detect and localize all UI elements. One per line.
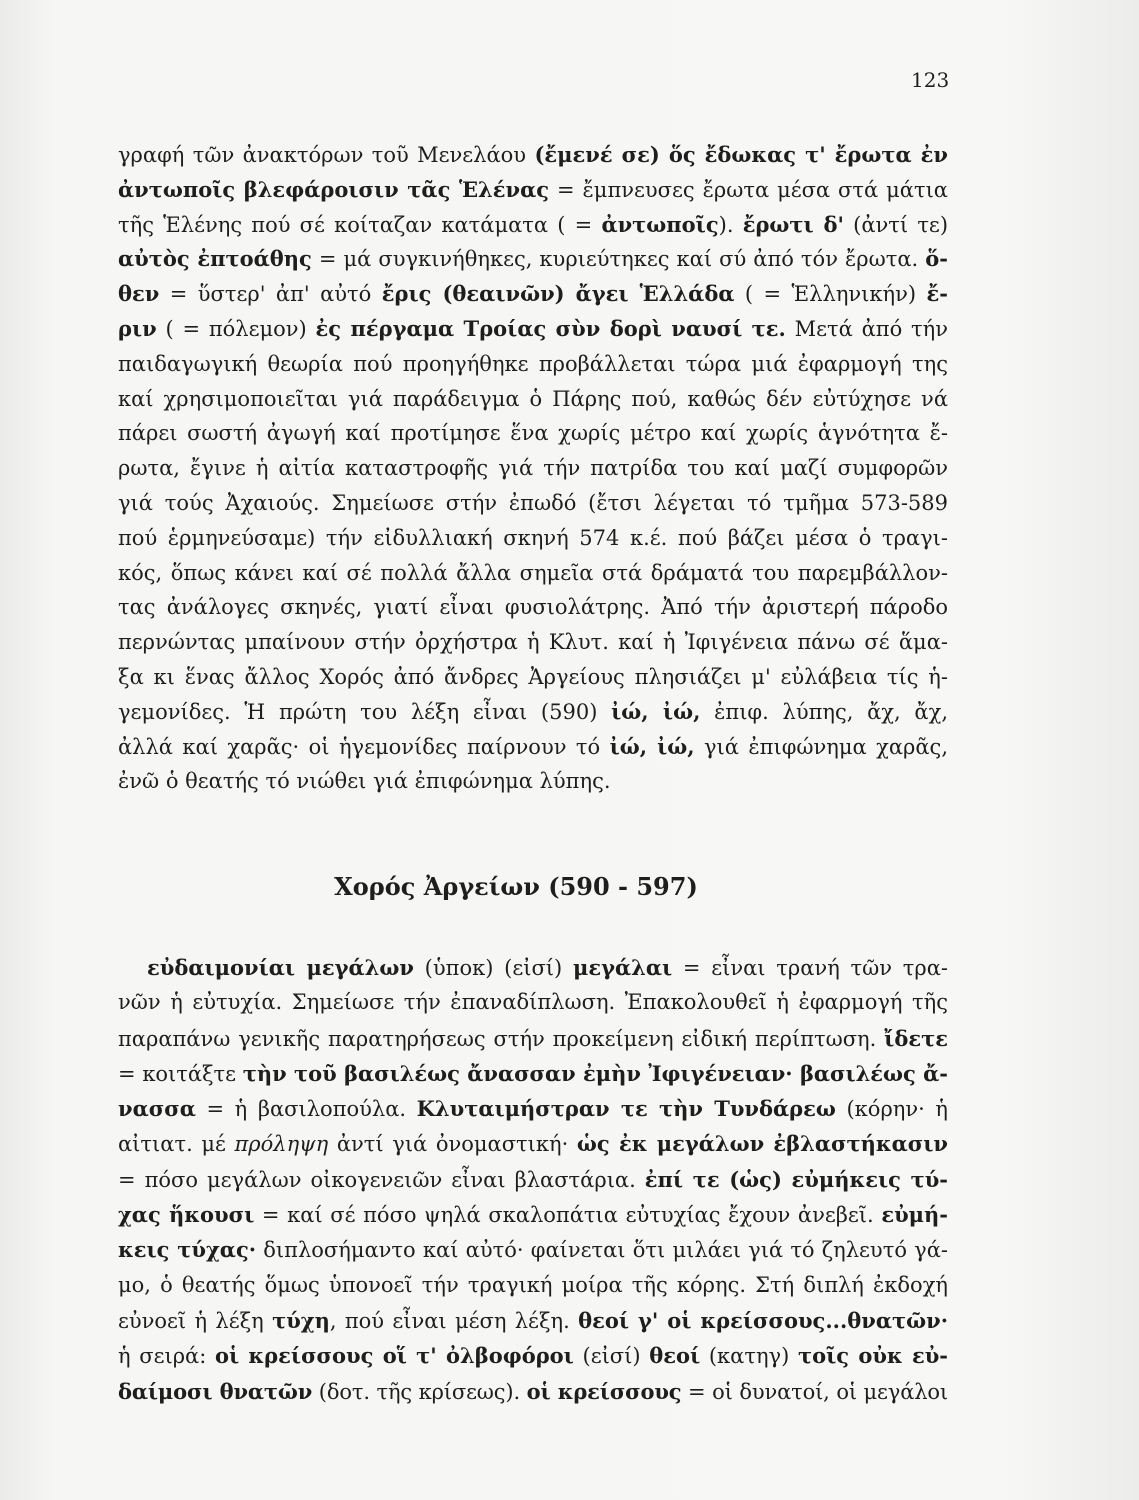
bold-term: ἔρωτι δ' <box>742 211 844 237</box>
text-run: (κατηγ) <box>700 1344 798 1369</box>
line-text <box>118 387 948 411</box>
text-line <box>118 950 948 985</box>
text-run: καί χρησιμοποιεῖται γιά παράδειγμα ὁ Πάρης πού, καθώς δέν εὐτύχησε νά <box>118 386 948 411</box>
paragraph-1 <box>118 138 948 799</box>
bold-term: εὐδαιμονίαι μεγάλων <box>147 955 414 980</box>
line-text <box>118 665 948 689</box>
bold-term: ἴδετε <box>884 1025 948 1051</box>
bold-term: ἔρις (θεαινῶν) ἄγει Ἑλλάδα <box>381 281 735 307</box>
bold-term: τὴν τοῦ βασιλέως ἄνασσαν ἐμὴν Ἰφιγένειαν· βασιλέως ἄ- <box>242 1060 948 1086</box>
text-run: κός, ὅπως κάνει καί σέ πολλά ἄλλα σημεῖα στά δράματά του παρεμβάλλον- <box>118 560 948 585</box>
line-text <box>118 1309 948 1333</box>
text-run: διπλοσήμαντο καί αὐτό· φαίνεται ὅτι μιλάει γιά τό ζηλευτό γά- <box>256 1238 948 1263</box>
text-line <box>118 660 948 695</box>
text-line <box>118 730 948 765</box>
text-line <box>118 1126 948 1161</box>
text-run: περνώντας μπαίνουν στήν ὀρχήστρα ἡ Κλυτ. καί ἡ Ἰφιγένεια πάνω σέ ἅμα- <box>118 630 948 655</box>
text-run: τας ἀνάλογες σκηνές, γιατί εἶναι φυσιολάτρης. Ἀπό τήν ἀριστερή πάροδο <box>118 595 948 620</box>
bold-term: ἀντωποῖς βλεφάροισιν τᾶς Ἑλένας <box>118 176 550 202</box>
line-text <box>118 178 948 202</box>
bold-term: κεις τύχας· <box>118 1237 257 1263</box>
text-run: νῶν ἡ εὐτυχία. Σημείωσε τήν ἐπαναδίπλωση. Ἐπακολουθεῖ ἡ ἐφαρμογή τῆς <box>118 990 948 1015</box>
line-text <box>118 282 948 306</box>
section-heading: Χορός Ἀργείων (590 - 597) <box>334 872 698 901</box>
text-run: γιά ἐπιφώνημα χαρᾶς, <box>694 734 948 759</box>
text-run: (δοτ. τῆς κρίσεως). <box>312 1379 527 1404</box>
bold-term: δαίμοσι θνατῶν <box>118 1378 313 1404</box>
italic-term: πρόληψη <box>234 1132 329 1157</box>
text-run: (ὑποκ) (εἰσί) <box>413 956 573 980</box>
bold-term: οἱ κρείσσους <box>526 1378 682 1404</box>
paragraph-2 <box>118 950 948 1409</box>
text-run: ξα κι ἕνας ἄλλος Χορός ἀπό ἄνδρες Ἀργείους πλησιάζει μ' εὐλάβεια τίς ἡ- <box>118 664 948 689</box>
text-line <box>118 347 948 382</box>
text-run: ἡ σειρά: <box>118 1344 215 1369</box>
text-line <box>118 1056 948 1091</box>
text-run: = εἶναι τρανή τῶν τρα- <box>672 956 948 980</box>
text-run: παραπάνω γενικῆς παρατηρήσεως στήν προκείμενη εἰδική περίπτωση. <box>118 1026 885 1051</box>
text-run: = ὕστερ' ἀπ' αὐτό <box>159 282 382 307</box>
line-text <box>118 1132 948 1156</box>
text-run: ρωτα, ἔγινε ἡ αἰτία καταστροφῆς γιά τήν πατρίδα του καί μαζί συμφορῶν <box>118 456 948 481</box>
text-run: ). <box>718 212 743 237</box>
bold-term: ἰώ, ἰώ, <box>611 698 701 724</box>
text-line <box>118 312 948 347</box>
line-text <box>118 1168 948 1192</box>
text-line <box>118 625 948 660</box>
text-line <box>118 1338 948 1373</box>
text-line <box>118 1162 948 1197</box>
bold-term: εὐμή- <box>881 1202 949 1228</box>
line-text <box>118 990 948 1014</box>
bold-term: (ἔμενέ σε) ὅς ἔδωκας τ' ἔρωτα ἐν <box>534 142 949 167</box>
text-line <box>118 277 948 312</box>
text-run: ἀντί γιά ὀνομαστική· <box>328 1132 577 1157</box>
text-line <box>118 1268 948 1303</box>
text-run: = ἔμπνευσες ἔρωτα μέσα στά μάτια <box>549 177 948 202</box>
bold-term: τύχη <box>272 1307 330 1333</box>
line-text <box>118 421 948 445</box>
bold-term: ἔ- <box>926 281 948 307</box>
line-text <box>118 143 948 167</box>
text-line <box>118 451 948 486</box>
line-text <box>118 247 948 271</box>
text-run: αἰτιατ. μέ <box>118 1132 235 1157</box>
line-text <box>118 526 948 550</box>
text-run: γιά τούς Ἀχαιούς. Σημείωσε στήν ἐπωδό (ἔτσι λέγεται τό τμῆμα 573-589 <box>118 490 948 515</box>
line-text <box>118 352 948 376</box>
text-run: = κοιτάξτε <box>118 1061 243 1086</box>
text-run: γεμονίδες. Ἡ πρώτη του λέξη εἶναι (590) <box>118 699 612 724</box>
line-text <box>118 561 948 585</box>
line-text <box>118 317 948 341</box>
line-text <box>118 1273 948 1297</box>
text-run: = οἱ δυνατοί, οἱ μεγάλοι <box>681 1379 948 1404</box>
text-line <box>118 695 948 730</box>
bold-term: ἀντωποῖς <box>601 211 719 237</box>
bold-term: ὅ- <box>925 246 948 272</box>
text-line <box>118 416 948 451</box>
bold-term: τοῖς οὐκ εὐ- <box>797 1343 949 1369</box>
line-text <box>118 700 948 724</box>
line-text <box>118 735 948 759</box>
line-text <box>118 1238 948 1262</box>
text-line <box>118 173 948 208</box>
text-run: πού ἑρμηνεύσαμε) τήν εἰδυλλιακή σκηνή 574 κ.έ. πού βάζει μέσα ὁ τραγι- <box>118 525 948 550</box>
text-run: ἐπιφ. λύπης, ἄχ, ἄχ, <box>700 699 949 724</box>
text-run: ἀλλά καί χαρᾶς· οἱ ἡγεμονίδες παίρνουν τό <box>118 734 610 759</box>
text-line <box>118 1232 948 1267</box>
text-run: = μά συγκινήθηκες, κυριεύτηκες καί σύ ἀπό τόν ἔρωτα. <box>311 247 926 272</box>
text-line <box>118 1197 948 1232</box>
bold-term: ἰώ, ἰώ, <box>609 733 695 759</box>
bold-term: θεν <box>118 281 160 307</box>
line-text <box>118 491 948 515</box>
text-run: = καί σέ πόσο ψηλά σκαλοπάτια εὐτυχίας ἔχουν ἀνεβεῖ. <box>254 1203 882 1228</box>
bold-term: ἐς πέργαμα Τροίας σὺν δορὶ ναυσί τε. <box>315 315 786 341</box>
line-text <box>147 956 948 980</box>
text-line <box>118 242 948 277</box>
text-run: Μετά ἀπό τήν <box>785 316 948 341</box>
bold-term: ἐπί τε (ὡς) εὐμήκεις τύ- <box>644 1166 948 1192</box>
text-line <box>118 521 948 556</box>
text-run: , πού εἶναι μέση λέξη. <box>329 1308 579 1333</box>
text-run: = ἡ βασιλοπούλα. <box>195 1097 417 1122</box>
bold-term: θεοί <box>649 1343 701 1369</box>
text-line <box>118 208 948 243</box>
line-text <box>118 769 611 793</box>
text-run: = πόσο μεγάλων οἰκογενειῶν εἶναι βλαστάρια. <box>118 1167 645 1192</box>
text-run: μο, ὁ θεατής ὅμως ὑπονοεῖ τήν τραγική μοίρα τῆς κόρης. Στή διπλή ἐκδοχή <box>118 1272 948 1297</box>
bold-term: ριν <box>118 315 157 341</box>
bold-term: νασσα <box>118 1096 196 1122</box>
text-run: ( = πόλεμον) <box>156 316 316 341</box>
text-run: ( = Ἑλληνικήν) <box>734 282 927 307</box>
text-run: εὐνοεῖ ἡ λέξη <box>118 1308 273 1333</box>
text-line <box>118 556 948 591</box>
line-text <box>118 595 948 619</box>
text-line <box>118 1374 948 1409</box>
line-text <box>118 1344 948 1368</box>
text-line <box>118 985 948 1020</box>
bold-term: μεγάλαι <box>572 955 673 980</box>
line-text <box>118 1097 948 1121</box>
page-number: 123 <box>911 68 950 92</box>
text-line <box>118 1021 948 1056</box>
text-line <box>118 590 948 625</box>
text-run: ἐνῶ ὁ θεατής τό νιώθει γιά ἐπιφώνημα λύπης. <box>118 769 611 794</box>
bold-term: θεοί γ' οἱ κρείσσους...θνατῶν· <box>578 1307 949 1333</box>
text-run: (κόρην· ἡ <box>835 1097 948 1122</box>
text-line <box>118 486 948 521</box>
text-run: τῆς Ἑλένης πού σέ κοίταζαν κατάματα ( = <box>118 212 602 237</box>
line-text <box>118 213 948 237</box>
bold-term: ὡς ἐκ μεγάλων ἐβλαστήκασιν <box>576 1131 949 1157</box>
line-text <box>118 1203 948 1227</box>
bold-term: αὐτὸς ἐπτοάθης <box>118 246 312 272</box>
line-text <box>118 456 948 480</box>
text-run: παιδαγωγική θεωρία πού προηγήθηκε προβάλλεται τώρα μιά ἐφαρμογή της <box>118 351 948 376</box>
text-line <box>118 382 948 417</box>
text-run: (εἰσί) <box>573 1344 650 1369</box>
bold-term: χας ἥκουσι <box>118 1202 255 1228</box>
line-text <box>118 1027 948 1051</box>
text-line <box>118 764 948 799</box>
text-line <box>118 138 948 173</box>
text-run: πάρει σωστή ἀγωγή καί προτίμησε ἕνα χωρίς μέτρο καί χωρίς ἁγνότητα ἔ- <box>118 421 948 446</box>
bold-term: Κλυταιμήστραν τε τὴν Τυνδάρεω <box>416 1096 836 1122</box>
line-text <box>118 1062 948 1086</box>
bold-term: οἱ κρείσσους οἵ τ' ὀλβοφόροι <box>214 1343 574 1369</box>
line-text <box>118 1380 948 1404</box>
text-run: (ἀντί τε) <box>843 212 949 237</box>
text-line <box>118 1303 948 1338</box>
text-run: γραφή τῶν ἀνακτόρων τοῦ Μενελάου <box>118 143 535 167</box>
line-text <box>118 630 948 654</box>
text-line <box>118 1091 948 1126</box>
